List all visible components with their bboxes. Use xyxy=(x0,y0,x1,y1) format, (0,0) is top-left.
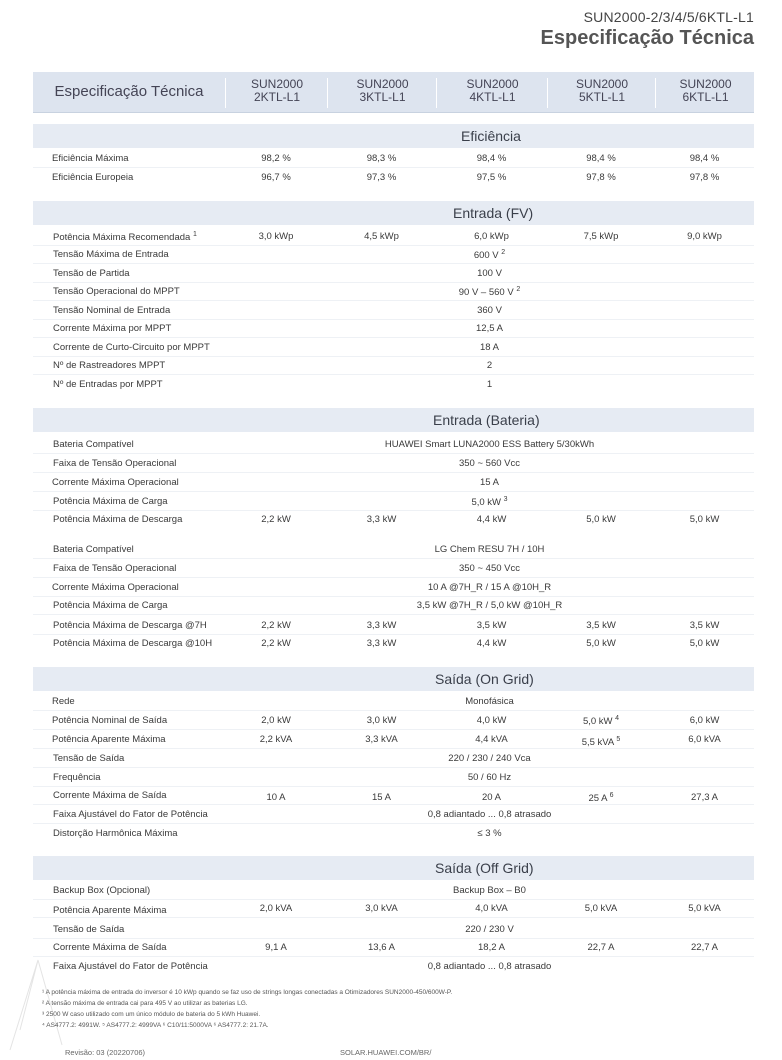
section-entrada-fv: Entrada (FV) xyxy=(33,201,754,225)
page-title: Especificação Técnica xyxy=(540,27,754,49)
footnote-4: ⁴ AS4777.2: 4991W. ⁵ AS4777.2: 4999VA ⁶ C10/11:5000VA ⁶ AS4777.2: 21.7A. xyxy=(42,1022,269,1029)
row-frequencia: Frequência 50 / 60 Hz xyxy=(33,769,754,787)
row-bat2-descarga-7h: Potência Máxima de Descarga @7H 2,2 kW 3,3 kW 3,5 kW 3,5 kW 3,5 kW xyxy=(33,617,754,635)
row-tensao-saida: Tensão de Saída 220 / 230 / 240 Vca xyxy=(33,750,754,768)
row-tensao-nominal: Tensão Nominal de Entrada 360 V xyxy=(33,302,754,320)
row-potencia-recomendada: Potência Máxima Recomendada $^1$ 3,0 kWp 4,5 kWp 6,0 kWp 7,5 kWp 9,0 kWp xyxy=(33,228,754,246)
row-bat2-corrente: Corrente Máxima Operacional 10 A @7H_R / 15 A @10H_R xyxy=(33,579,754,597)
footnote-1: ¹ A potência máxima de entrada do inversor é 10 kWp quando se faz uso de strings longas conectadas a Otimizadores SUN2000-450/600W-P. xyxy=(42,989,453,996)
row-potencia-nominal: Potência Nominal de Saída 2,0 kW 3,0 kW 4,0 kW 5,0 kW $^4$ 6,0 kW xyxy=(33,712,754,730)
table-header-label: Especificação Técnica xyxy=(54,83,204,100)
row-off-tensao: Tensão de Saída 220 / 230 V xyxy=(33,921,754,939)
row-bat1-corrente: Corrente Máxima Operacional 15 A xyxy=(33,474,754,492)
table-header xyxy=(33,72,754,113)
row-rastreadores: Nº de Rastreadores MPPT 2 xyxy=(33,357,754,375)
row-tensao-partida: Tensão de Partida 100 V xyxy=(33,265,754,283)
model-range: SUN2000-2/3/4/5/6KTL-L1 xyxy=(583,9,754,25)
row-bat1-faixa: Faixa de Tensão Operacional 350 ~ 560 Vcc xyxy=(33,455,754,473)
row-eficiencia-europeia: Eficiência Europeia 96,7 % 97,3 % 97,5 % 97,8 % 97,8 % xyxy=(52,172,720,183)
row-tensao-maxima: Tensão Máxima de Entrada 600 V $^2$ xyxy=(33,246,754,264)
col-6ktl: SUN2000 6KTL-L1 xyxy=(655,78,755,108)
footnote-3: ³ 2500 W caso utilizado com um único módulo de bateria do 5 kWh Huawei. xyxy=(42,1011,261,1018)
row-off-aparente: Potência Aparente Máxima 2,0 kVA 3,0 kVA 4,0 kVA 5,0 kVA 5,0 kVA xyxy=(33,900,754,918)
row-corrente-mppt: Corrente Máxima por MPPT 12,5 A xyxy=(33,320,754,338)
row-bat2-carga: Potência Máxima de Carga 3,5 kW @7H_R / 5,0 kW @10H_R xyxy=(33,597,754,615)
row-entradas-mppt: Nº de Entradas por MPPT 1 xyxy=(53,379,493,390)
section-eficiencia: Eficiência xyxy=(33,124,754,148)
website-link[interactable]: SOLAR.HUAWEI.COM/BR/ xyxy=(340,1048,432,1057)
row-potencia-aparente: Potência Aparente Máxima 2,2 kVA 3,3 kVA 4,4 kVA 5,5 kVA $^5$ 6,0 kVA xyxy=(33,731,754,749)
row-distorcao: Distorção Harmônica Máxima ≤ 3 % xyxy=(53,828,502,839)
row-bateria-huawei: Bateria Compatível HUAWEI Smart LUNA2000 ESS Battery 5/30kWh xyxy=(33,436,754,454)
row-corrente-saida: Corrente Máxima de Saída 10 A 15 A 20 A 25 A $^6$ 27,3 A xyxy=(33,787,754,805)
revision-text: Revisão: 03 (20220706) xyxy=(65,1048,146,1057)
row-corrente-curto: Corrente de Curto-Circuito por MPPT 18 A xyxy=(33,339,754,357)
row-eficiencia-maxima: Eficiência Máxima 98,2 % 98,3 % 98,4 % 98,4 % 98,4 % xyxy=(33,150,754,168)
col-2ktl: SUN2000 2KTL-L1 xyxy=(225,78,328,108)
footnote-2: ² A tensão máxima de entrada cai para 495 V ao utilizar as baterias LG. xyxy=(42,1000,248,1007)
row-bat1-descarga: Potência Máxima de Descarga 2,2 kW 3,3 kW 4,4 kW 5,0 kW 5,0 kW xyxy=(53,514,720,525)
section-saida-on-grid: Saída (On Grid) xyxy=(33,667,754,691)
row-bat2-descarga-10h: Potência Máxima de Descarga @10H 2,2 kW 3,3 kW 4,4 kW 5,0 kW 5,0 kW xyxy=(53,638,720,649)
col-4ktl: SUN2000 4KTL-L1 xyxy=(436,78,548,108)
row-bateria-lg: Bateria Compatível LG Chem RESU 7H / 10H xyxy=(33,541,754,559)
row-faixa-fp: Faixa Ajustável do Fator de Potência 0,8 adiantado ... 0,8 atrasado xyxy=(33,806,754,824)
section-entrada-bateria: Entrada (Bateria) xyxy=(33,408,754,432)
row-tensao-mppt: Tensão Operacional do MPPT 90 V – 560 V $^2$ xyxy=(33,283,754,301)
row-off-faixa-fp: Faixa Ajustável do Fator de Potência 0,8 adiantado ... 0,8 atrasado xyxy=(53,961,552,972)
section-saida-off-grid: Saída (Off Grid) xyxy=(33,856,754,880)
row-rede: Rede Monofásica xyxy=(33,693,754,711)
col-5ktl: SUN2000 5KTL-L1 xyxy=(547,78,656,108)
row-off-corrente: Corrente Máxima de Saída 9,1 A 13,6 A 18,2 A 22,7 A 22,7 A xyxy=(33,939,754,957)
row-backup-box: Backup Box (Opcional) Backup Box – B0 xyxy=(33,882,754,900)
col-3ktl: SUN2000 3KTL-L1 xyxy=(327,78,437,108)
row-bat2-faixa: Faixa de Tensão Operacional 350 ~ 450 Vcc xyxy=(33,560,754,578)
row-bat1-carga: Potência Máxima de Carga 5,0 kW $^3$ xyxy=(33,493,754,511)
